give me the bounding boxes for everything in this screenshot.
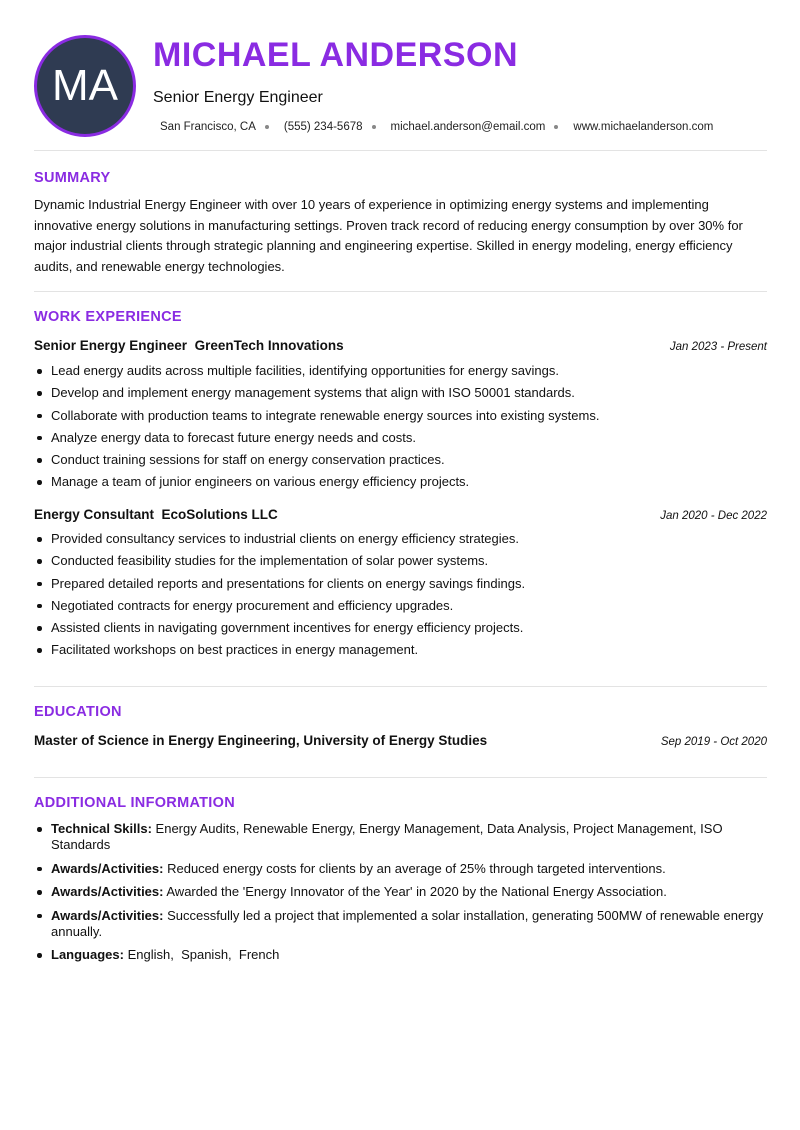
job-company: EcoSolutions LLC <box>161 507 278 522</box>
list-item <box>34 861 767 877</box>
list-item: Provided consultancy services to industrial clients on energy efficiency strategies. <box>34 531 767 547</box>
list-item <box>34 908 767 940</box>
list-item <box>34 821 767 853</box>
experience-heading: WORK EXPERIENCE <box>34 309 182 325</box>
additional-list <box>34 821 767 971</box>
job-company: GreenTech Innovations <box>194 338 344 353</box>
job-heading <box>34 338 344 353</box>
list-item <box>34 884 767 900</box>
contact-bar <box>160 121 713 133</box>
separator-dot-icon <box>554 125 558 129</box>
list-item <box>34 947 767 963</box>
list-item: Conducted feasibility studies for the implementation of solar power systems. <box>34 553 767 569</box>
avatar <box>34 35 136 137</box>
job-bullets <box>34 531 767 665</box>
list-item: Assisted clients in navigating government incentives for energy efficiency projects. <box>34 620 767 636</box>
list-item: Manage a team of junior engineers on various energy efficiency projects. <box>34 474 767 490</box>
item-label: Technical Skills: <box>51 821 152 836</box>
divider <box>34 777 767 778</box>
contact-location: San Francisco, CA <box>160 121 256 133</box>
list-item: Negotiated contracts for energy procurement and efficiency upgrades. <box>34 598 767 614</box>
item-label: Languages: <box>51 947 124 962</box>
job-role: Senior Energy Engineer <box>34 338 188 353</box>
item-text: Awarded the 'Energy Innovator of the Year' in 2020 by the National Energy Association. <box>166 884 667 899</box>
item-text: Successfully led a project that implemented a solar installation, generating 500MW of renewable energy annually. <box>51 907 764 939</box>
job-dates: Jan 2020 - Dec 2022 <box>660 510 767 522</box>
summary-text: Dynamic Industrial Energy Engineer with over 10 years of experience in optimizing energy systems and implementing innovative energy solutions in manufacturing settings. Proven track record of reducing energy consumption by over 30% for major industrial clients through strategic planning and engineering expertise. Skilled in energy modeling, energy efficiency audits, and renewable energy technologies. <box>34 197 743 274</box>
list-item: Prepared detailed reports and presentations for clients on energy savings findings. <box>34 576 767 592</box>
item-text: Reduced energy costs for clients by an average of 25% through targeted interventions. <box>167 860 666 876</box>
contact-phone[interactable]: (555) 234-5678 <box>283 121 363 133</box>
item-text: English, Spanish, French <box>127 947 280 962</box>
job-heading <box>34 507 278 522</box>
contact-website[interactable]: www.michaelanderson.com <box>573 121 714 133</box>
job-title: Senior Energy Engineer <box>153 89 323 106</box>
separator-dot-icon <box>372 125 376 129</box>
education-heading: EDUCATION <box>34 704 122 720</box>
job-role: Energy Consultant <box>34 507 155 522</box>
summary-heading: SUMMARY <box>34 170 111 186</box>
candidate-name: MICHAEL ANDERSON <box>153 36 519 74</box>
contact-email[interactable]: michael.anderson@email.com <box>390 121 546 133</box>
divider <box>34 150 767 151</box>
job-dates: Jan 2023 - Present <box>669 341 767 353</box>
education-dates: Sep 2019 - Oct 2020 <box>660 736 767 748</box>
item-label: Awards/Activities: <box>51 907 164 923</box>
list-item: Collaborate with production teams to integrate renewable energy sources into existing systems. <box>34 408 767 424</box>
list-item: Analyze energy data to forecast future energy needs and costs. <box>34 430 767 446</box>
list-item: Conduct training sessions for staff on energy conservation practices. <box>34 452 767 468</box>
item-text: Energy Audits, Renewable Energy, Energy Management, Data Analysis, Project Management, ISO Standards <box>51 821 723 852</box>
list-item: Lead energy audits across multiple facilities, identifying opportunities for energy savings. <box>34 363 767 379</box>
avatar-initials: MA <box>52 61 118 110</box>
list-item: Develop and implement energy management systems that align with ISO 50001 standards. <box>34 385 767 401</box>
divider <box>34 686 767 687</box>
item-label: Awards/Activities: <box>51 860 164 876</box>
list-item: Facilitated workshops on best practices in energy management. <box>34 642 767 658</box>
item-label: Awards/Activities: <box>51 884 164 899</box>
job-bullets <box>34 363 767 497</box>
divider <box>34 291 767 292</box>
separator-dot-icon <box>265 125 269 129</box>
additional-heading: ADDITIONAL INFORMATION <box>34 795 235 811</box>
education-degree: Master of Science in Energy Engineering, University of Energy Studies <box>34 733 488 748</box>
